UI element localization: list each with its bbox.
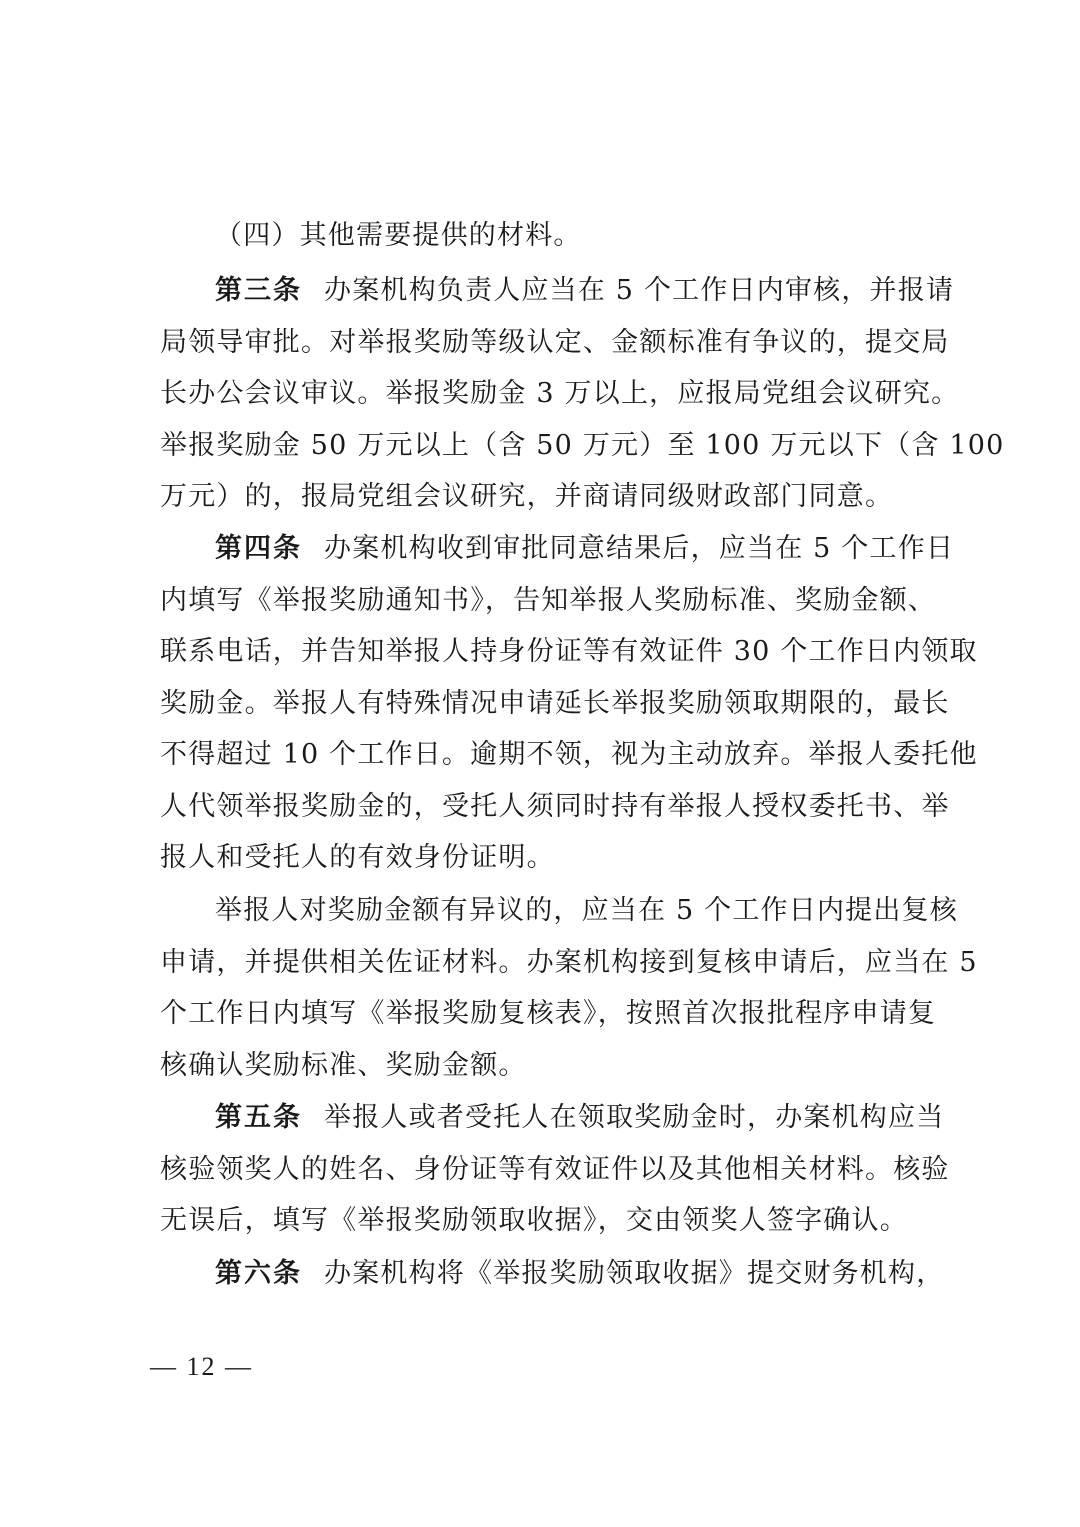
paragraph-line: 个工作日内填写《举报奖励复核表》，按照首次报批程序申请复 — [160, 998, 937, 1029]
paragraph-line: （四）其他需要提供的材料。 — [215, 220, 582, 251]
paragraph-line: 不得超过 10 个工作日。逾期不领，视为主动放弃。举报人委托他 — [160, 739, 978, 770]
article-4 — [160, 523, 978, 884]
paragraph-line: 核确认奖励标准、奖励金额。 — [160, 1049, 527, 1081]
article-heading: 第三条 — [215, 275, 302, 306]
paragraph-line: 举报人或者受托人在领取奖励金时，办案机构应当 — [324, 1102, 945, 1133]
article-heading: 第六条 — [215, 1258, 302, 1289]
paragraph-line: 举报人对奖励金额有异议的，应当在 5 个工作日内提出复核 — [215, 895, 958, 926]
paragraph-line: 局领导审批。对举报奖励等级认定、金额标准有争议的，提交局 — [160, 326, 950, 358]
paragraph-line: 办案机构收到审批同意结果后，应当在 5 个工作日 — [324, 533, 955, 564]
paragraph-item-4 — [160, 210, 950, 262]
paragraph-review — [160, 885, 978, 1091]
article-6 — [160, 1248, 950, 1300]
paragraph-line: 人代领举报奖励金的，受托人须同时持有举报人授权委托书、举 — [160, 790, 950, 822]
article-heading: 第四条 — [215, 533, 302, 564]
paragraph-line: 核验领奖人的姓名、身份证等有效证件以及其他相关材料。核验 — [160, 1153, 950, 1185]
paragraph-line: 申请，并提供相关佐证材料。办案机构接到复核申请后，应当在 5 — [160, 946, 978, 978]
paragraph-line: 办案机构将《举报奖励领取收据》提交财务机构， — [324, 1258, 945, 1289]
paragraph-line: 无误后，填写《举报奖励领取收据》，交由领奖人签字确认。 — [160, 1205, 908, 1236]
paragraph-line: 报人和受托人的有效身份证明。 — [160, 842, 555, 873]
article-3 — [160, 265, 1005, 523]
article-heading: 第五条 — [215, 1102, 302, 1133]
page-number: — 12 — — [150, 1352, 253, 1381]
paragraph-line: 万元）的，报局党组会议研究，并商请同级财政部门同意。 — [160, 481, 894, 512]
paragraph-line: 举报奖励金 50 万元以上（含 50 万元）至 100 万元以下（含 100 — [160, 429, 1005, 461]
paragraph-line: 奖励金。举报人有特殊情况申请延长举报奖励领取期限的，最长 — [160, 687, 950, 719]
paragraph-line: 长办公会议审议。举报奖励金 3 万以上，应报局党组会议研究。 — [160, 378, 960, 409]
article-5 — [160, 1092, 950, 1247]
paragraph-line: 联系电话，并告知举报人持身份证等有效证件 30 个工作日内领取 — [160, 636, 978, 667]
paragraph-line: 办案机构负责人应当在 5 个工作日内审核，并报请 — [324, 275, 955, 306]
paragraph-line: 内填写《举报奖励通知书》，告知举报人奖励标准、奖励金额、 — [160, 584, 937, 616]
